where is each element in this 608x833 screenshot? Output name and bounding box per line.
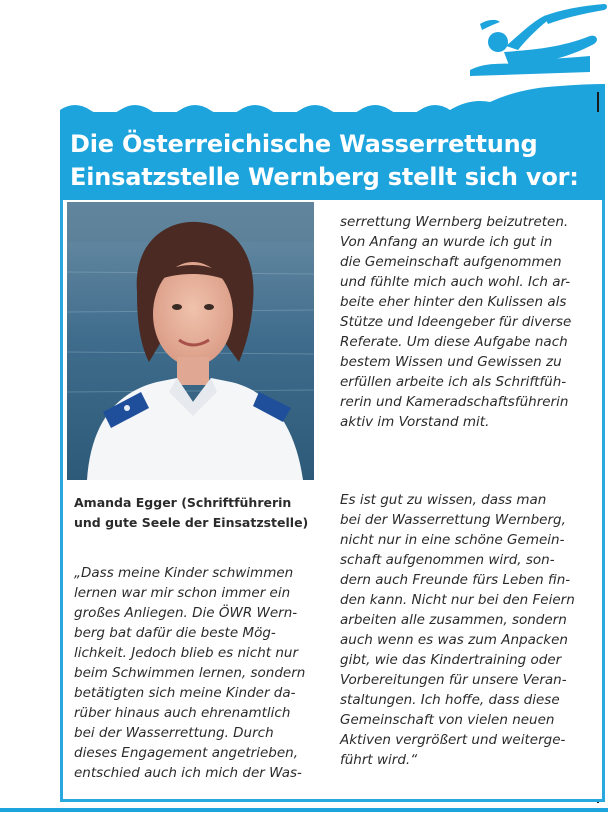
text-line: Es ist gut zu wissen, dass man	[340, 492, 547, 508]
text-line: bei der Wasserrettung. Durch	[74, 725, 274, 741]
text-line: staltungen. Ich hoffe, dass diese	[340, 692, 560, 708]
text-line: Vorbereitungen für unsere Veran-	[340, 672, 567, 688]
text-line: beite eher hinter den Kulissen als	[340, 294, 567, 310]
text-line: großes Anliegen. Die ÖWR Wern-	[74, 605, 298, 621]
text-line: dern auch Freunde fürs Leben fin-	[340, 572, 571, 588]
text-line: rüber hinaus auch ehrenamtlich	[74, 705, 291, 721]
text-line: gibt, wie das Kindertraining oder	[340, 652, 562, 668]
text-line: aktiv im Vorstand mit.	[340, 414, 490, 430]
text-line: die Gemeinschaft aufgenommen	[340, 254, 562, 270]
text-line: den kann. Nicht nur bei den Feiern	[340, 592, 575, 608]
photo-caption	[74, 493, 314, 533]
caption-line-1: Amanda Egger (Schriftführerin	[74, 495, 292, 510]
text-line: rerin und Kameradschaftsführerin	[340, 394, 569, 410]
caption-line-2: und gute Seele der Einsatzstelle)	[74, 515, 309, 530]
text-line: Stütze und Ideengeber für diverse	[340, 314, 572, 330]
text-line: schaft aufgenommen wird, son-	[340, 552, 555, 568]
text-line: und fühlte mich auch wohl. Ich ar-	[340, 274, 571, 290]
left-column-text	[74, 563, 314, 783]
text-line: bestem Wissen und Gewissen zu	[340, 354, 562, 370]
bottom-accent-bar	[0, 808, 608, 812]
text-line: Referate. Um diese Aufgabe nach	[340, 334, 568, 350]
text-line: beim Schwimmen lernen, sondern	[74, 665, 306, 681]
text-line: lichkeit. Jedoch blieb es nicht nur	[74, 645, 299, 661]
text-line: nicht nur in eine schöne Gemein-	[340, 532, 565, 548]
text-line: betätigten sich meine Kinder da-	[74, 685, 296, 701]
text-line: serrettung Wernberg beizutreten.	[340, 214, 569, 230]
article-header	[60, 112, 605, 200]
text-line: arbeiten alle zusammen, sondern	[340, 612, 567, 628]
text-line: lernen war mir schon immer ein	[74, 585, 291, 601]
right-column-paragraph-1	[340, 212, 590, 432]
text-line: Gemeinschaft von vielen neuen	[340, 712, 555, 728]
text-line: dieses Engagement angetrieben,	[74, 745, 299, 761]
text-line: entschied auch ich mich der Was-	[74, 765, 302, 781]
title-line-2: Einsatzstelle Wernberg stellt sich vor:	[70, 163, 579, 191]
text-line: führt wird.“	[340, 752, 418, 768]
text-line: Aktiven vergrößert und weiterge-	[340, 732, 566, 748]
text-line: Von Anfang an wurde ich gut in	[340, 234, 553, 250]
title-line-1: Die Österreichische Wasserrettung	[70, 130, 538, 158]
text-line: bei der Wasserrettung Wernberg,	[340, 512, 566, 528]
text-line: „Dass meine Kinder schwimmen	[74, 565, 294, 581]
text-line: erfüllen arbeite ich als Schriftfüh-	[340, 374, 567, 390]
portrait-photo	[67, 202, 314, 480]
right-column-paragraph-2	[340, 490, 590, 770]
text-line: auch wenn es was zum Anpacken	[340, 632, 568, 648]
article-title	[70, 128, 579, 194]
text-line: berg bat dafür die beste Mög-	[74, 625, 276, 641]
